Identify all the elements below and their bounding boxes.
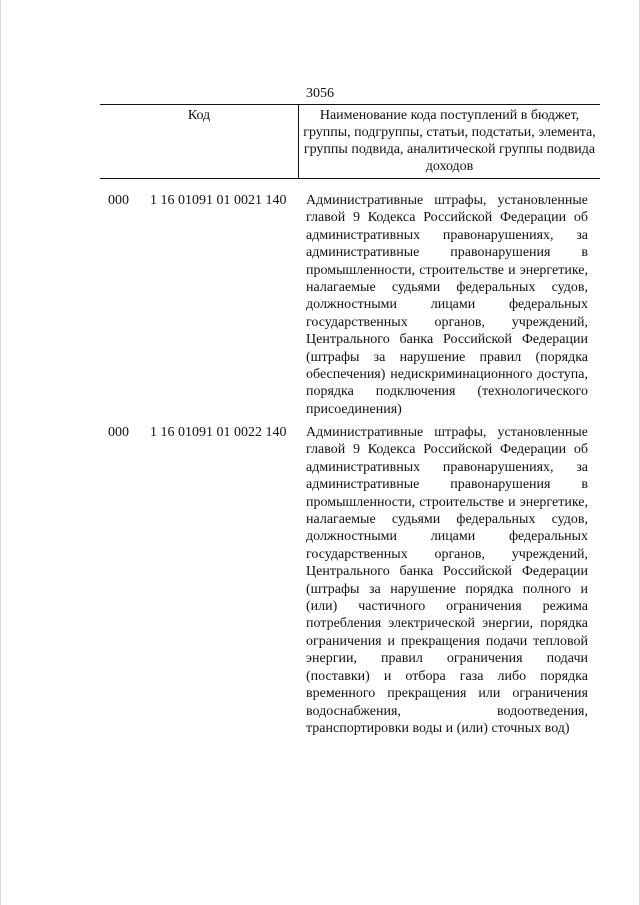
header-code-column: Код: [100, 105, 299, 178]
row-description: Административные штрафы, установленные главой 9 Кодекса Российской Федерации об административных правонарушениях, за административные правонарушения в промышленности, строительстве и энергетике, налагаемые судьями федеральных судов, должностными лицами федеральных государственных органов, учреждений, Центрального банка Российской Федерации (штрафы за нарушение правил (порядка обеспечения) недискриминационного доступа, порядка подключения (технологического присоединения): [306, 193, 588, 417]
table-header: [100, 104, 600, 179]
row-description: Административные штрафы, установленные главой 9 Кодекса Российской Федерации об административных правонарушениях, за административные правонарушения в промышленности, строительстве и энергетике, налагаемые судьями федеральных судов, должностными лицами федеральных государственных органов, учреждений, Центрального банка Российской Федерации (штрафы за нарушение порядка полного и (или) частичного ограничения режима потребления электрической энергии, порядка ограничения и прекращения подачи тепловой энергии, правил ограничения подачи (поставки) и отбора газа либо порядка временного прекращения или ограничения водоснабжения, водоотведения, транспортировки воды и (или) сточных вод): [306, 425, 588, 736]
row-revenue-code: 1 16 01091 01 0021 140: [150, 193, 287, 208]
page-number: 3056: [306, 86, 334, 101]
row-admin-code: 000: [108, 425, 129, 440]
row-revenue-code: 1 16 01091 01 0022 140: [150, 425, 287, 440]
header-name-column: Наименование кода поступлений в бюджет, группы, подгруппы, статьи, подстатьи, элемента, группы подвида, аналитической группы подвида доходов: [303, 108, 596, 174]
row-admin-code: 000: [108, 193, 129, 208]
